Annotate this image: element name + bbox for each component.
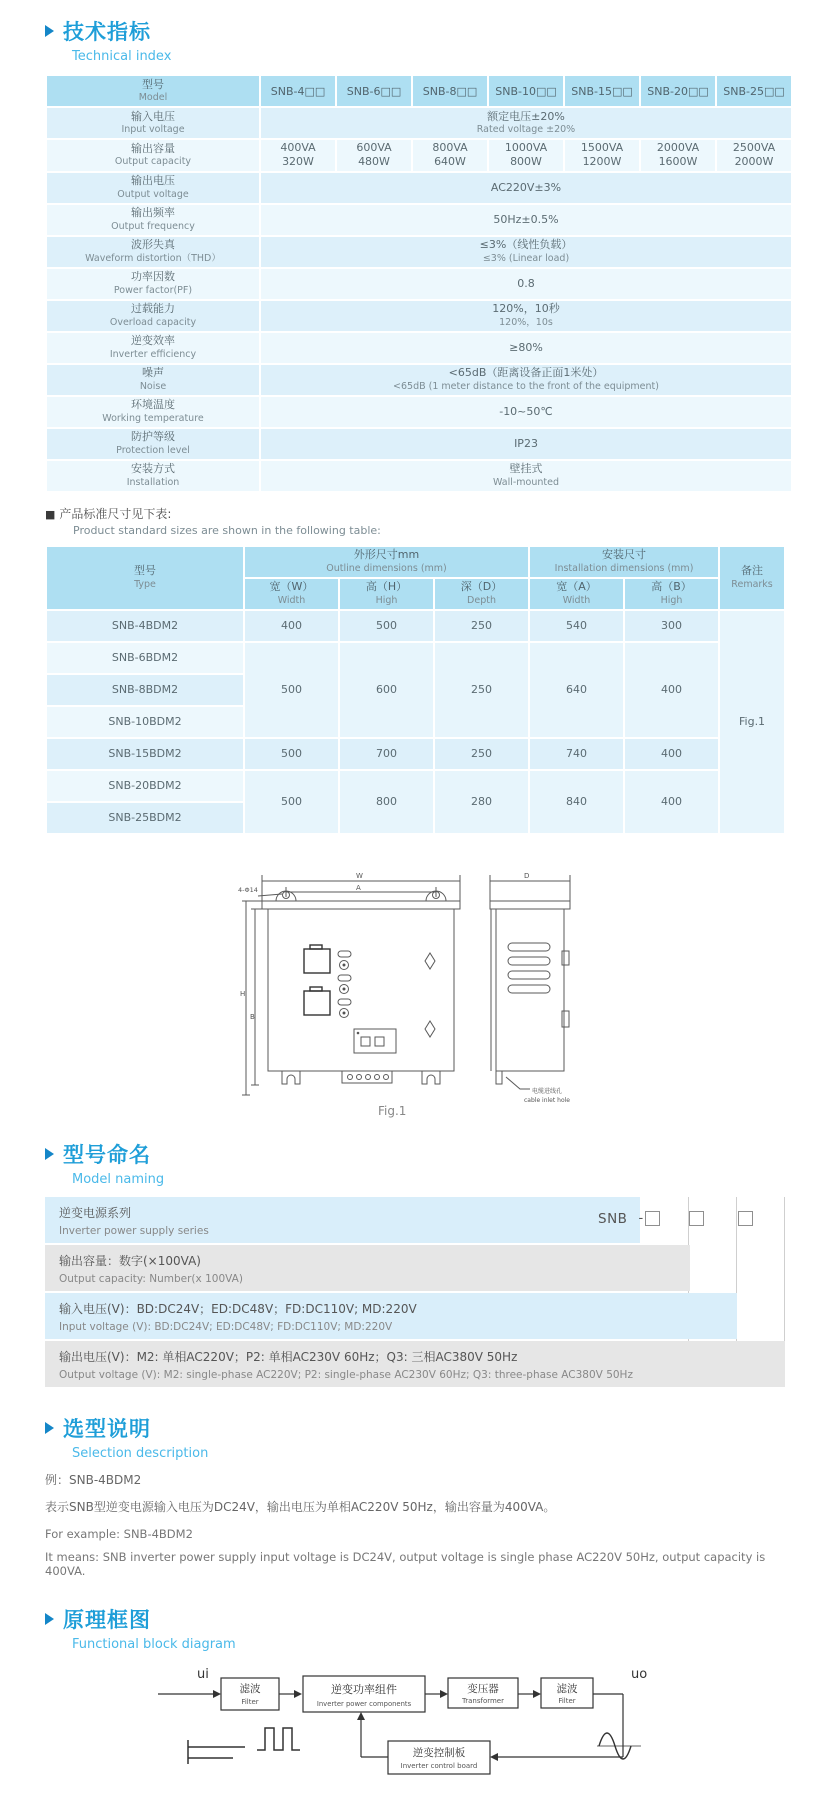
cn-text: 输出频率 [131, 206, 175, 220]
row-value [261, 237, 791, 267]
cn-text: 高（H） [365, 580, 408, 594]
cn-text: 环境温度 [131, 398, 175, 412]
fig-caption: Fig.1 [378, 1103, 407, 1118]
section-title-cn: 型号命名 [63, 1142, 151, 1167]
capacity-cell [565, 140, 639, 171]
dim-label-b: B [250, 1012, 255, 1021]
en-text: 120%，10s [499, 316, 553, 328]
remarks-header-cell [720, 547, 784, 609]
en-text: Model [138, 91, 168, 103]
dim-cell: 280 [435, 771, 528, 833]
dim-cell: 400 [625, 771, 718, 833]
type-header-cell [47, 547, 243, 609]
naming-band-series [45, 1197, 640, 1243]
fig1-drawing [238, 861, 638, 1119]
en-text: Wall-mounted [492, 476, 560, 488]
type-cell: SNB-15BDM2 [47, 739, 243, 769]
cn-text: 型号 [142, 77, 164, 91]
dim-cell: 840 [530, 771, 623, 833]
model-prefix: SNB [598, 1210, 628, 1227]
dim-cell: 500 [245, 643, 338, 737]
model-col-header: SNB-6□□ [337, 76, 411, 106]
capacity-cell [261, 140, 335, 171]
model-col-header: SNB-10□□ [489, 76, 563, 106]
capacity-cell [717, 140, 791, 171]
dim-cell: 250 [435, 643, 528, 737]
section-title-en: Functional block diagram [72, 1636, 236, 1652]
dim-cell: 800 [340, 771, 433, 833]
row-label [47, 237, 259, 267]
block-diagram-container [153, 1662, 790, 1798]
en-text: ≤3% (Linear load) [482, 252, 570, 264]
row-value: IP23 [261, 429, 791, 459]
row-label [47, 429, 259, 459]
model-col-header: SNB-4□□ [261, 76, 335, 106]
en-text: Width [562, 594, 591, 606]
model-col-header: SNB-8□□ [413, 76, 487, 106]
size-header-row-1 [47, 547, 784, 577]
cn-text: 波形失真 [131, 238, 175, 252]
box-control-en: Inverter control board [400, 1761, 478, 1770]
col-header-high-h [340, 579, 433, 609]
output-label: uo [631, 1666, 648, 1682]
spec-row-output-voltage [47, 173, 791, 203]
row-value [261, 301, 791, 331]
naming-band-capacity [45, 1245, 690, 1291]
section-header-block-diagram [45, 1604, 790, 1634]
naming-band-output-voltage [45, 1341, 785, 1387]
dim-cell: 540 [530, 611, 623, 641]
model-col-header: SNB-25□□ [717, 76, 791, 106]
row-value [261, 365, 791, 395]
section-arrow-icon [45, 1148, 54, 1160]
row-value: -10~50℃ [261, 397, 791, 427]
cn-text: 输出电压(V)：M2: 单相AC220V；P2: 单相AC230V 60Hz；Q3: 三相AC380V 50Hz [59, 1349, 518, 1364]
dim-cell: 640 [530, 643, 623, 737]
spec-row-power-factor [47, 269, 791, 299]
row-label [47, 365, 259, 395]
row-value [261, 461, 791, 491]
en-text: High [375, 594, 398, 606]
square-bullet-icon: ■ [45, 507, 56, 521]
dim-cell: 400 [625, 739, 718, 769]
cn-text: 外形尺寸mm [353, 548, 420, 562]
en-text: Depth [467, 594, 496, 606]
en-text: Rated voltage ±20% [476, 123, 576, 135]
box-power-en: Inverter power components [316, 1699, 412, 1708]
size-row [47, 739, 784, 769]
en-text: Output capacity: Number(x 100VA) [59, 1272, 243, 1285]
col-header-high-b [625, 579, 718, 609]
cn-text: <65dB（距离设备正面1米处） [448, 366, 604, 380]
type-cell: SNB-10BDM2 [47, 707, 243, 737]
sizes-note-cn [45, 505, 790, 522]
cn-text: 安装方式 [131, 462, 175, 476]
dim-cell: 250 [435, 611, 528, 641]
fig1-container [238, 861, 790, 1123]
model-header-cell [47, 76, 259, 106]
code-box-input-voltage [689, 1211, 704, 1226]
remarks-cell: Fig.1 [720, 611, 784, 833]
spec-row-output-frequency [47, 205, 791, 235]
naming-band-input-voltage [45, 1293, 737, 1339]
type-cell: SNB-20BDM2 [47, 771, 243, 801]
spec-row-input-voltage [47, 108, 791, 138]
cn-text: 型号 [134, 564, 156, 578]
dim-cell: 250 [435, 739, 528, 769]
section-header-selection [45, 1413, 790, 1443]
col-header-width-w [245, 579, 338, 609]
section-title-cn: 选型说明 [63, 1416, 151, 1441]
dim-label-h: H [240, 989, 246, 998]
spec-row-noise [47, 365, 791, 395]
box-filter1-en: Filter [241, 1697, 259, 1706]
cn-text: 防护等级 [131, 430, 175, 444]
en-text: Inverter efficiency [109, 348, 197, 360]
w-value: 480W [358, 155, 390, 169]
spec-row-efficiency [47, 333, 791, 363]
row-label [47, 333, 259, 363]
en-text: Output frequency [111, 220, 195, 232]
en-text: Width [277, 594, 306, 606]
cn-text: 输入电压(V)：BD:DC24V；ED:DC48V；FD:DC110V; MD:220V [59, 1301, 417, 1316]
dim-cell: 500 [245, 771, 338, 833]
cn-text: 120%，10秒 [492, 302, 560, 316]
en-text: Input voltage [121, 123, 185, 135]
cable-inlet-label-en: cable inlet hole [524, 1096, 570, 1104]
section-title-en: Technical index [72, 49, 172, 64]
section-title-en: Model naming [72, 1171, 165, 1187]
type-cell: SNB-6BDM2 [47, 643, 243, 673]
box-power-cn: 逆变功率组件 [331, 1682, 397, 1696]
en-text: Inverter power supply series [59, 1224, 209, 1237]
row-value: AC220V±3% [261, 173, 791, 203]
dim-label-a: A [356, 883, 361, 892]
cn-text: 深（D） [460, 580, 503, 594]
en-text: Waveform distortion（THD） [85, 252, 221, 264]
cn-text: 功率因数 [131, 270, 175, 284]
cn-text: 备注 [741, 564, 764, 578]
en-text: Remarks [731, 578, 773, 590]
cn-text: 过载能力 [131, 302, 175, 316]
holes-label: 4-Φ14 [238, 885, 258, 894]
sizes-note-en: Product standard sizes are shown in the following table: [73, 523, 381, 537]
box-transformer-cn: 变压器 [467, 1682, 499, 1695]
size-row [47, 611, 784, 641]
en-text: Type [134, 578, 156, 590]
en-text: Output capacity [114, 156, 192, 168]
outline-group-header [245, 547, 528, 577]
cn-text: 壁挂式 [509, 462, 543, 476]
spec-row-output-capacity [47, 140, 791, 171]
section-arrow-icon [45, 25, 54, 37]
section-title-en: Selection description [72, 1445, 209, 1461]
section-title-cn: 技术指标 [63, 20, 151, 44]
capacity-cell [489, 140, 563, 171]
col-header-depth-d [435, 579, 528, 609]
en-text: Output voltage [117, 188, 189, 200]
dim-cell: 600 [340, 643, 433, 737]
en-text: Power factor(PF) [113, 284, 193, 296]
cn-text: 额定电压±20% [487, 109, 565, 123]
selection-example-en: For example: SNB-4BDM2 [45, 1526, 193, 1541]
dim-cell: 400 [245, 611, 338, 641]
dim-label-w: W [356, 871, 363, 880]
section-arrow-icon [45, 1422, 54, 1434]
row-label [47, 205, 259, 235]
en-text: Noise [139, 380, 167, 392]
model-naming-diagram [45, 1197, 790, 1391]
block-diagram [153, 1662, 653, 1794]
cn-text: 高（B） [651, 580, 692, 594]
w-value: 320W [282, 155, 314, 169]
dim-label-d: D [524, 871, 530, 880]
va-value: 1000VA [504, 141, 548, 154]
w-value: 2000W [734, 155, 774, 169]
en-text: Installation [126, 476, 180, 488]
code-box-output-voltage [738, 1211, 753, 1226]
va-value: 600VA [356, 141, 392, 154]
en-text: High [660, 594, 683, 606]
en-text: Overload capacity [109, 316, 197, 328]
section-header-technical-index [45, 16, 790, 46]
capacity-cell [641, 140, 715, 171]
cn-text: 输出容量：数字(×100VA) [59, 1253, 201, 1268]
cn-text: 宽（A） [556, 580, 597, 594]
spec-row-waveform-distortion [47, 237, 791, 267]
capacity-cell [413, 140, 487, 171]
selection-example-cn: 例：SNB-4BDM2 [45, 1472, 142, 1487]
cn-text: 宽（W） [269, 580, 314, 594]
model-code [598, 1211, 753, 1227]
en-text: <65dB (1 meter distance to the front of the equipment) [393, 380, 659, 392]
type-cell: SNB-4BDM2 [47, 611, 243, 641]
row-label [47, 397, 259, 427]
box-filter1-cn: 滤波 [239, 1682, 261, 1695]
cn-text: 安装尺寸 [602, 548, 647, 562]
type-cell: SNB-25BDM2 [47, 803, 243, 833]
row-value: ≥80% [261, 333, 791, 363]
va-value: 2500VA [732, 141, 776, 154]
row-value: 0.8 [261, 269, 791, 299]
spec-header-row [47, 76, 791, 106]
va-value: 800VA [432, 141, 468, 154]
dim-cell: 400 [625, 643, 718, 737]
dim-cell: 500 [340, 611, 433, 641]
cn-text: 输出电压 [131, 174, 175, 188]
box-control-cn: 逆变控制板 [412, 1746, 466, 1759]
w-value: 1600W [658, 155, 698, 169]
model-col-header: SNB-15□□ [565, 76, 639, 106]
section-header-model-naming [45, 1139, 790, 1169]
spec-row-overload [47, 301, 791, 331]
size-row [47, 771, 784, 801]
model-col-header: SNB-20□□ [641, 76, 715, 106]
install-group-header [530, 547, 718, 577]
note-text-cn: 产品标准尺寸见下表: [59, 506, 172, 521]
type-cell: SNB-8BDM2 [47, 675, 243, 705]
box-filter2-cn: 滤波 [556, 1682, 578, 1695]
va-value: 1500VA [580, 141, 624, 154]
row-label [47, 140, 259, 171]
cn-text: 逆变效率 [131, 334, 175, 348]
en-text: Working temperature [102, 412, 204, 424]
spec-table [45, 74, 793, 493]
en-text: Protection level [116, 444, 190, 456]
en-text: Outline dimensions (mm) [326, 562, 447, 574]
row-label [47, 108, 259, 138]
dash-text: - [638, 1211, 644, 1227]
dim-cell: 300 [625, 611, 718, 641]
row-value: 50Hz±0.5% [261, 205, 791, 235]
spec-row-protection [47, 429, 791, 459]
row-label [47, 301, 259, 331]
box-transformer-en: Transformer [461, 1696, 505, 1705]
section-arrow-icon [45, 1613, 54, 1625]
selection-text [45, 1471, 790, 1578]
box-filter2-en: Filter [558, 1696, 576, 1705]
size-table [45, 545, 786, 835]
section-title-cn: 原理框图 [63, 1607, 151, 1632]
code-box-capacity [645, 1211, 660, 1226]
en-text: Installation dimensions (mm) [554, 562, 694, 574]
selection-meaning-cn: 表示SNB型逆变电源输入电压为DC24V，输出电压为单相AC220V 50Hz，输出容量为400VA。 [45, 1499, 556, 1514]
spec-row-temperature [47, 397, 791, 427]
cn-text: 噪声 [142, 366, 164, 380]
cn-text: 输入电压 [131, 109, 175, 123]
row-label [47, 461, 259, 491]
row-label [47, 269, 259, 299]
dim-cell: 700 [340, 739, 433, 769]
row-value [261, 108, 791, 138]
va-value: 400VA [280, 141, 316, 154]
spec-row-installation [47, 461, 791, 491]
size-row [47, 643, 784, 673]
w-value: 800W [510, 155, 542, 169]
w-value: 640W [434, 155, 466, 169]
cable-inlet-label-cn: 电缆进线孔 [532, 1087, 563, 1095]
cn-text: ≤3%（线性负载） [479, 238, 573, 252]
cn-text: 输出容量 [131, 141, 175, 155]
en-text: Input voltage (V): BD:DC24V; ED:DC48V; FD:DC110V; MD:220V [59, 1320, 393, 1333]
input-label: ui [197, 1666, 209, 1682]
row-label [47, 173, 259, 203]
col-header-width-a [530, 579, 623, 609]
en-text: Output voltage (V): M2: single-phase AC220V; P2: single-phase AC230V 60Hz; Q3: three-phase AC380V 50Hz [59, 1368, 633, 1381]
cn-text: 逆变电源系列 [59, 1205, 132, 1220]
w-value: 1200W [582, 155, 622, 169]
dim-cell: 740 [530, 739, 623, 769]
capacity-cell [337, 140, 411, 171]
selection-meaning-en: It means: SNB inverter power supply input voltage is DC24V, output voltage is single phase AC220V 50Hz, output capacity is 400VA. [45, 1549, 766, 1578]
va-value: 2000VA [656, 141, 700, 154]
dim-cell: 500 [245, 739, 338, 769]
